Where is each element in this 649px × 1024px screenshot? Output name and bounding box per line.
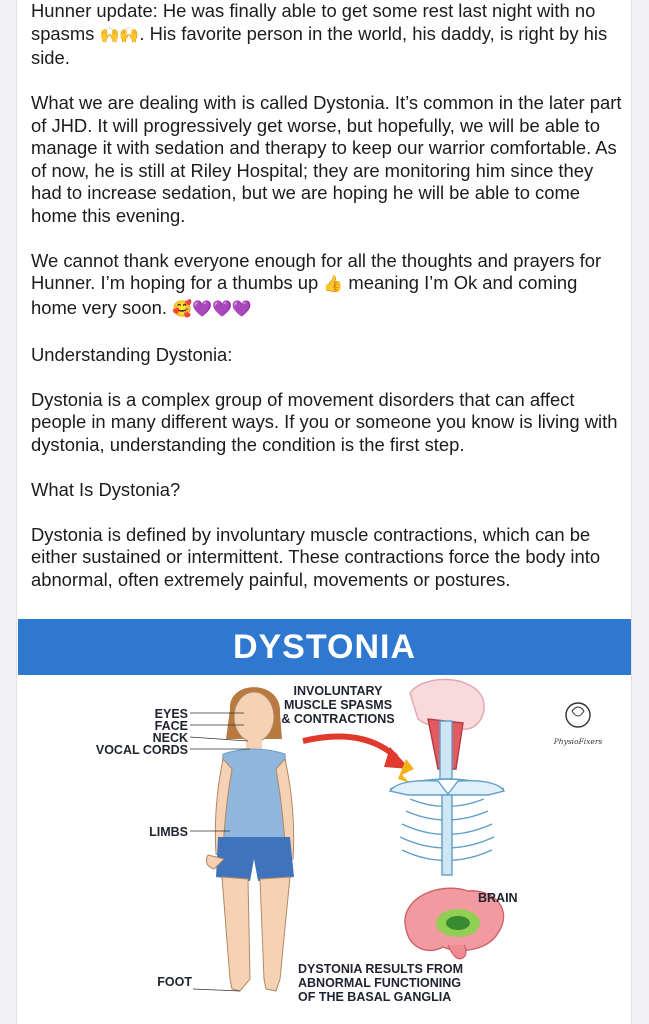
label-foot: FOOT: [157, 975, 192, 989]
label-eyes: EYES: [154, 707, 188, 721]
post-paragraph-update: Hunner update: He was finally able to get some rest last night with no spasms 🙌🙌. His favorite person in the world, his daddy, is right by his side.: [31, 0, 608, 68]
raising-hands-emoji: 🙌🙌: [99, 26, 140, 44]
hearts-emoji: 🥰💜💜💜: [172, 300, 252, 318]
dystonia-infographic[interactable]: [18, 619, 631, 1024]
label-brain: BRAIN: [478, 891, 518, 905]
label-neck: NECK: [152, 731, 188, 745]
red-arrow-icon: [303, 737, 414, 783]
thumbs-up-emoji: 👍: [323, 276, 344, 293]
post-paragraph-complex: Dystonia is a complex group of movement disorders that can affect people in many different ways. If you or someone you know is living with dystonia, understanding the condition is the first step.: [31, 388, 618, 455]
label-spasms: INVOLUNTARY MUSCLE SPASMS & CONTRACTIONS: [281, 684, 395, 726]
post-heading-understanding: Understanding Dystonia:: [31, 343, 233, 365]
label-basal-ganglia: DYSTONIA RESULTS FROM ABNORMAL FUNCTIONING OF THE BASAL GANGLIA: [298, 962, 464, 1004]
infographic-title: DYSTONIA: [18, 619, 631, 675]
brand-name: PhysioFixers: [553, 737, 603, 746]
post-card: [16, 0, 632, 1024]
neck-skeleton-icon: [390, 679, 504, 875]
post-paragraph-dystonia: What we are dealing with is called Dystonia. It’s common in the later part of JHD. It will progressively get worse, but hopefully, we will be able to manage it with sedation and therapy to keep our warrior comfortable. As of now, he is still at Riley Hospital; they are monitoring him since they had to increase sedation, but we are hoping he will be able to come home this evening.: [31, 92, 622, 226]
woman-figure-icon: [206, 687, 294, 991]
post-paragraph-thanks: We cannot thank everyone enough for all the thoughts and prayers for Hunner. I’m hoping for a thumbs up 👍 meaning I’m Ok and coming home very soon. 🥰💜💜💜: [31, 249, 602, 318]
label-limbs: LIMBS: [149, 825, 188, 839]
brand-mark: [553, 707, 603, 746]
post-body: [31, 0, 623, 614]
post-paragraph-definition: Dystonia is defined by involuntary muscle contractions, which can be either sustained or intermittent. These contractions force the body into abnormal, often extremely painful, movements or postures.: [31, 523, 601, 590]
label-face: FACE: [154, 719, 188, 733]
label-vocal-cords: VOCAL CORDS: [95, 743, 188, 757]
post-heading-what-is: What Is Dystonia?: [31, 478, 181, 500]
